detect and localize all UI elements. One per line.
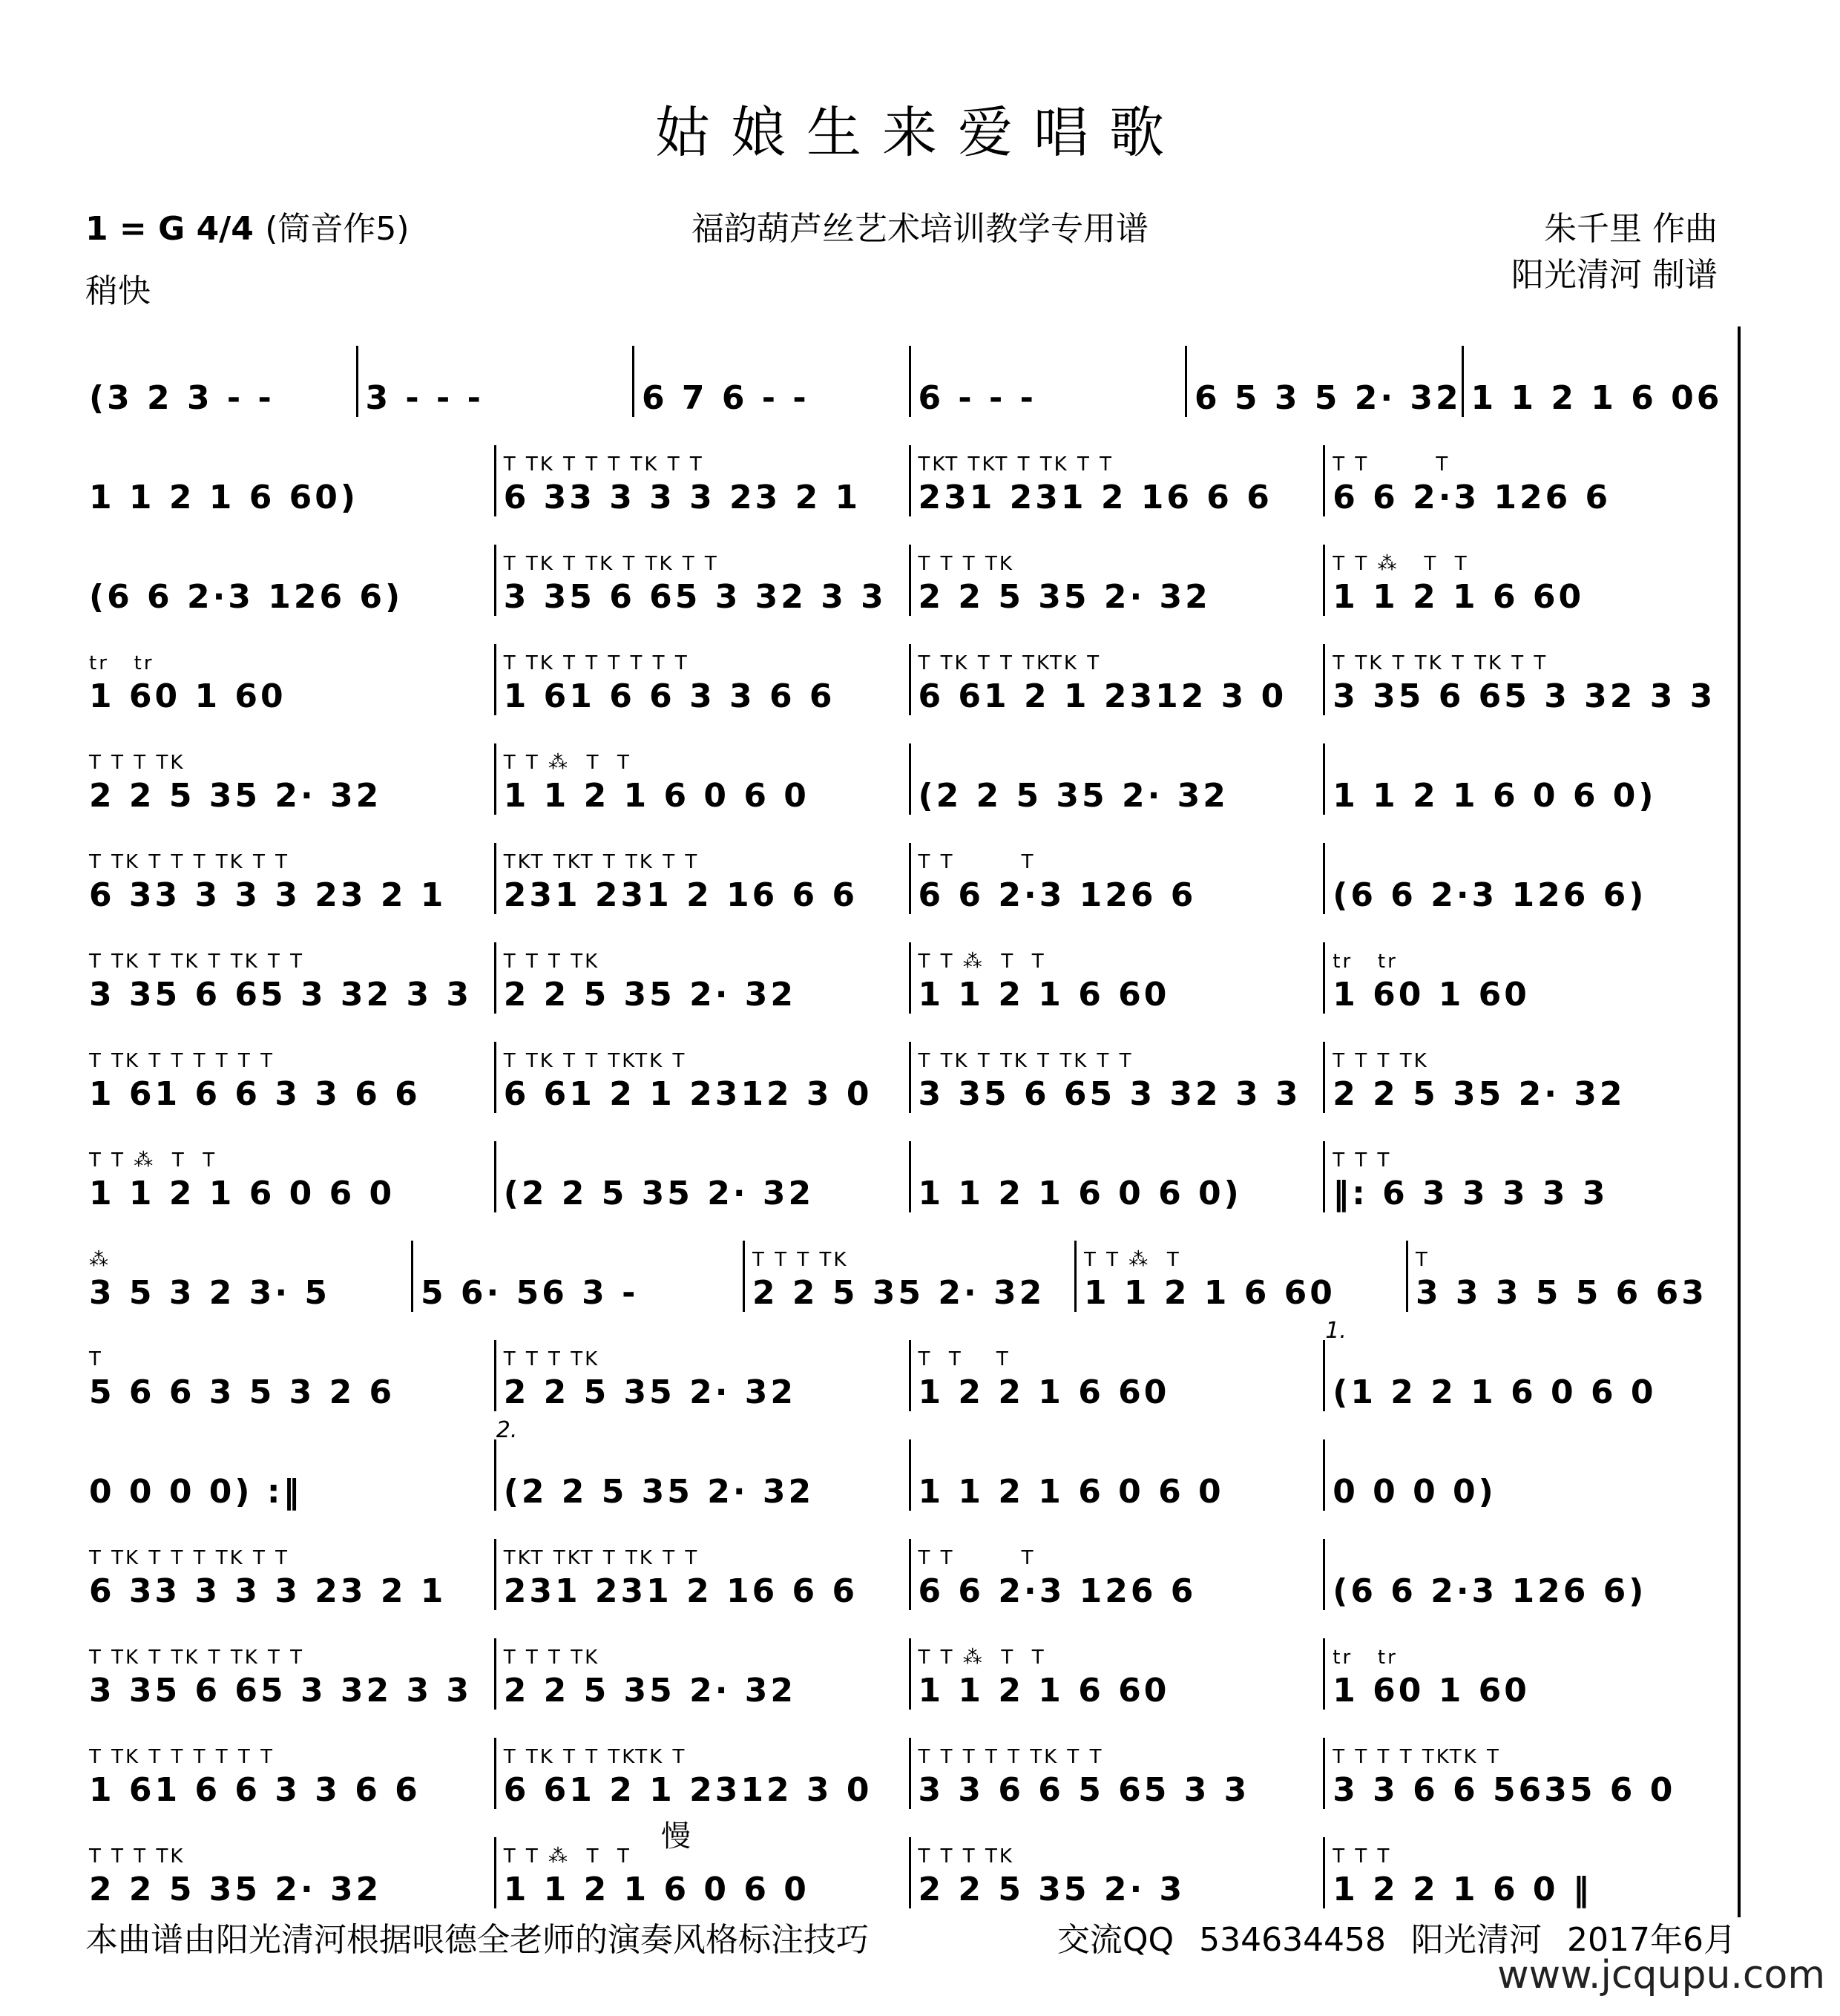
measure (82, 445, 496, 516)
notes: 3 3 6 6 5635 6 0 (1333, 1771, 1676, 1809)
measure (1325, 1837, 1738, 1908)
notes: 3 35 6 65 3 32 3 3 (503, 578, 887, 616)
notes: 3 35 6 65 3 32 3 3 (89, 976, 472, 1014)
measure (911, 1539, 1326, 1610)
measure (634, 346, 911, 417)
notes: 1 60 1 60 (89, 677, 286, 715)
technique-marks: T TK T TK T TK T T (503, 553, 719, 575)
technique-marks: T (89, 1348, 103, 1370)
measure (1408, 1241, 1738, 1312)
measure (1325, 1738, 1738, 1809)
notes: 2 2 5 35 2· 32 (918, 578, 1211, 616)
measure (82, 1141, 496, 1212)
notes: 2 2 5 35 2· 3 (918, 1871, 1186, 1908)
measure (82, 346, 358, 417)
tuning: (筒音作5) (265, 210, 410, 248)
technique-marks: T T T TK (89, 1845, 185, 1868)
technique-marks (421, 1249, 735, 1274)
notes: 6 - - - (918, 379, 1036, 417)
notes: 1 1 2 1 6 0 6 0 (89, 1175, 395, 1212)
score-line (82, 1520, 1741, 1619)
notes: 3 3 6 6 5 65 3 3 (918, 1771, 1250, 1809)
key: 1 = G (85, 210, 185, 248)
technique-marks: TKT TKT T TK T T (503, 851, 700, 873)
notes: 1 61 6 6 3 3 6 6 (89, 1075, 421, 1113)
notes: 2 2 5 35 2· 32 (1333, 1075, 1626, 1113)
notes: 3 35 6 65 3 32 3 3 (1333, 677, 1716, 715)
measure (358, 346, 635, 417)
measure (82, 942, 496, 1014)
measure (1325, 1141, 1738, 1212)
notes: 1 1 2 1 6 0 6 0 (918, 1473, 1224, 1511)
technique-marks: T TK T T TKTK T (503, 1746, 687, 1768)
technique-marks: T T T (1333, 1149, 1392, 1172)
measure (496, 1417, 911, 1511)
notes: (6 6 2·3 126 6) (1333, 1572, 1647, 1610)
technique-marks: TKT TKT T TK T T (918, 453, 1114, 476)
technique-marks: tr tr (1333, 1646, 1398, 1669)
measure (82, 1738, 496, 1809)
tempo-marking: 稍快 (85, 272, 151, 310)
measure (911, 843, 1326, 914)
score-line (82, 326, 1741, 426)
technique-marks: T T T TK (752, 1249, 849, 1271)
technique-marks: T T T T TKTK T (1333, 1746, 1501, 1768)
measure (911, 1340, 1326, 1411)
measure (1187, 346, 1464, 417)
measure (1325, 1318, 1738, 1411)
measure (911, 1439, 1326, 1511)
notes: 6 6 2·3 126 6 (918, 1572, 1197, 1610)
technique-marks: T T ⁂ T T (918, 950, 1046, 973)
score-line (82, 1022, 1741, 1122)
measure (745, 1241, 1077, 1312)
notes: (2 2 5 35 2· 32 (918, 777, 1229, 815)
technique-marks: T T ⁂ T T (1333, 553, 1469, 575)
technique-marks: T T T (918, 1547, 1036, 1569)
measure (1464, 346, 1738, 417)
technique-marks (89, 1448, 487, 1473)
technique-marks: T TK T T T TK T T (89, 851, 290, 873)
notes: 1 1 2 1 6 60) (89, 479, 359, 516)
notes: 1 1 2 1 6 60 (1084, 1274, 1335, 1312)
notes: 1 60 1 60 (1333, 976, 1530, 1014)
technique-marks (919, 1448, 1316, 1473)
measure (82, 1241, 413, 1312)
notes: 1 1 2 1 6 60 (1333, 578, 1585, 616)
measure (1325, 843, 1738, 914)
measure (82, 545, 496, 616)
measure (911, 743, 1326, 815)
measure (82, 1638, 496, 1710)
measure (911, 1042, 1326, 1113)
measure (1325, 1439, 1738, 1511)
measure (496, 1837, 911, 1908)
notes: 1 1 2 1 6 0 6 0) (1333, 777, 1657, 815)
technique-marks: ⁂ (89, 1249, 111, 1271)
notes: 2 2 5 35 2· 32 (503, 1373, 796, 1411)
technique-marks: T T ⁂ T T (918, 1646, 1046, 1669)
measure (82, 1539, 496, 1610)
notes: (3 2 3 - - (89, 379, 275, 417)
measure (496, 644, 911, 715)
technique-marks: tr tr (1333, 950, 1398, 973)
notes: 6 6 2·3 126 6 (918, 876, 1197, 914)
measure (911, 346, 1188, 417)
technique-marks: T TK T TK T TK T T (89, 1646, 305, 1669)
key-signature (85, 202, 410, 249)
technique-marks: T TK T T T TK T T (503, 453, 704, 476)
measure (1325, 545, 1738, 616)
score-line (82, 1619, 1741, 1718)
technique-marks (1333, 752, 1730, 777)
notes: 2 2 5 35 2· 32 (752, 1274, 1045, 1312)
measure (496, 1539, 911, 1610)
score-line (82, 1417, 1741, 1520)
score-line (82, 1318, 1741, 1420)
technique-marks: T TK T TK T TK T T (89, 950, 305, 973)
technique-marks: T T T TK (89, 752, 185, 774)
measure (911, 545, 1326, 616)
measure (1325, 445, 1738, 516)
technique-marks: T TK T T T T T T (89, 1746, 275, 1768)
notes: 6 33 3 3 3 23 2 1 (89, 876, 447, 914)
technique-marks: T T ⁂ T T (503, 752, 631, 774)
measure (1325, 644, 1738, 715)
score-line (82, 824, 1741, 923)
notes: (6 6 2·3 126 6) (89, 578, 404, 616)
measure (496, 1141, 911, 1212)
measure (413, 1241, 745, 1312)
technique-marks (642, 354, 901, 379)
measure (496, 1340, 911, 1411)
technique-marks (504, 1149, 901, 1175)
notes: 5 6· 56 3 - (421, 1274, 639, 1312)
notes: 3 35 6 65 3 32 3 3 (89, 1672, 472, 1710)
measure (82, 1439, 496, 1511)
notes: 6 7 6 - - (642, 379, 809, 417)
technique-marks (89, 553, 487, 578)
notes: 1 1 2 1 6 60 (918, 976, 1170, 1014)
notes: 2 2 5 35 2· 32 (503, 1672, 796, 1710)
technique-marks (366, 354, 625, 379)
measure (496, 843, 911, 914)
notes: 6 33 3 3 3 23 2 1 (503, 479, 861, 516)
technique-marks (89, 354, 349, 379)
measure (1077, 1241, 1408, 1312)
notes: 3 - - - (365, 379, 484, 417)
technique-marks: T T ⁂ T T (89, 1149, 217, 1172)
technique-marks: T TK T TK T TK T T (1333, 652, 1548, 674)
measure (496, 942, 911, 1014)
measure (1325, 942, 1738, 1014)
measure (1325, 1638, 1738, 1710)
technique-marks: T TK T T T T T T (503, 652, 689, 674)
technique-marks: T (1416, 1249, 1430, 1271)
technique-marks: TKT TKT T TK T T (503, 1547, 700, 1569)
score-line (82, 1122, 1741, 1221)
notes: 1 1 2 1 6 0 6 0 (503, 1871, 809, 1908)
measure (496, 1638, 911, 1710)
technique-marks (1333, 851, 1730, 876)
technique-marks: T TK T T T TK T T (89, 1547, 290, 1569)
technique-marks (1333, 1547, 1730, 1572)
notes: 6 6 2·3 126 6 (1333, 479, 1611, 516)
technique-marks (919, 1149, 1316, 1175)
measure (496, 545, 911, 616)
notes: (1 2 2 1 6 0 6 0 (1333, 1373, 1657, 1411)
measure (82, 743, 496, 815)
notes: 2 2 5 35 2· 32 (503, 976, 796, 1014)
notes: 1 2 2 1 6 60 (918, 1373, 1170, 1411)
score-line (82, 724, 1741, 824)
technique-marks (89, 453, 487, 479)
tempo-annotation: 慢 (661, 1819, 691, 1854)
notes: (2 2 5 35 2· 32 (503, 1473, 815, 1511)
measure (911, 1638, 1326, 1710)
score-line (82, 923, 1741, 1022)
notes: 1 1 2 1 6 60 (918, 1672, 1170, 1710)
score-line (82, 426, 1741, 525)
technique-marks: T T T (918, 851, 1036, 873)
measure (911, 1738, 1326, 1809)
technique-marks: T T T TK (503, 1348, 600, 1370)
technique-marks: T T T T T TK T T (918, 1746, 1104, 1768)
technique-marks: T TK T T TKTK T (918, 652, 1102, 674)
technique-marks: T T T (1333, 453, 1450, 476)
score-line (82, 1221, 1741, 1321)
notes: 1 1 2 1 6 06 (1471, 379, 1723, 417)
measure (1325, 1539, 1738, 1610)
footer-contact: 交流QQ 534634458 阳光清河 2017年6月 (1057, 1921, 1736, 1959)
technique-marks: T T T TK (1333, 1050, 1429, 1072)
notes: 3 35 6 65 3 32 3 3 (918, 1075, 1301, 1113)
arranger: 阳光清河 制谱 (1511, 256, 1718, 294)
notes: 6 5 3 5 2· 32 (1195, 379, 1462, 417)
volta-bracket: 2. (496, 1417, 518, 1443)
technique-marks (504, 1448, 901, 1473)
technique-marks: T T T TK (503, 950, 600, 973)
measure (496, 445, 911, 516)
technique-marks: T TK T TK T TK T T (918, 1050, 1134, 1072)
notes: 0 0 0 0) :‖ (89, 1473, 303, 1511)
notes: 3 3 3 5 5 6 63 (1416, 1274, 1707, 1312)
subtitle: 福韵葫芦丝艺术培训教学专用谱 (691, 210, 1149, 248)
site-watermark: www.jcqupu.com (1497, 1953, 1825, 1997)
technique-marks (919, 752, 1316, 777)
notes: 231 231 2 16 6 6 (918, 479, 1272, 516)
notes: 231 231 2 16 6 6 (503, 1572, 858, 1610)
notes: 1 61 6 6 3 3 6 6 (89, 1771, 421, 1809)
measure (82, 1837, 496, 1908)
measure (496, 1042, 911, 1113)
measure (82, 1042, 496, 1113)
score-line (82, 625, 1741, 724)
measure (82, 843, 496, 914)
measure (911, 1141, 1326, 1212)
measure (82, 644, 496, 715)
measure (496, 743, 911, 815)
notes: 1 60 1 60 (1333, 1672, 1530, 1710)
notes: 1 2 2 1 6 0 ‖ (1333, 1871, 1592, 1908)
notes: 231 231 2 16 6 6 (503, 876, 858, 914)
technique-marks: tr tr (89, 652, 154, 674)
notes: 3 5 3 2 3· 5 (89, 1274, 330, 1312)
measure (911, 445, 1326, 516)
technique-marks: T T ⁂ T T (503, 1845, 631, 1868)
technique-marks (1471, 354, 1731, 379)
score-body (82, 326, 1741, 1917)
technique-marks: T T T TK (918, 553, 1014, 575)
measure (911, 1837, 1326, 1908)
measure (82, 1340, 496, 1411)
footer-note: 本曲谱由阳光清河根据哏德全老师的演奏风格标注技巧 (85, 1921, 869, 1959)
technique-marks: T T T (1333, 1845, 1392, 1868)
volta-bracket: 1. (1325, 1318, 1347, 1344)
notes: ‖: 6 3 3 3 3 3 (1333, 1175, 1609, 1212)
measure (911, 644, 1326, 715)
measure (1325, 743, 1738, 815)
notes: 2 2 5 35 2· 32 (89, 777, 382, 815)
measure (496, 1738, 911, 1854)
score-line (82, 1718, 1741, 1854)
notes: 2 2 5 35 2· 32 (89, 1871, 382, 1908)
notes: 5 6 6 3 5 3 2 6 (89, 1373, 395, 1411)
technique-marks (919, 354, 1178, 379)
time-signature: 4/4 (196, 210, 254, 248)
notes: 0 0 0 0) (1333, 1473, 1496, 1511)
technique-marks (1333, 1348, 1730, 1373)
technique-marks: T T ⁂ T (1084, 1249, 1181, 1271)
technique-marks (1333, 1448, 1730, 1473)
score-line (82, 1818, 1741, 1917)
technique-marks: T TK T T T T T T (89, 1050, 275, 1072)
measure (911, 942, 1326, 1014)
notes: 6 61 2 1 2312 3 0 (503, 1075, 873, 1113)
technique-marks: T T T TK (918, 1845, 1014, 1868)
technique-marks (1195, 354, 1454, 379)
notes: (6 6 2·3 126 6) (1333, 876, 1647, 914)
notes: (2 2 5 35 2· 32 (503, 1175, 815, 1212)
technique-marks: T T T (918, 1348, 1011, 1370)
notes: 6 33 3 3 3 23 2 1 (89, 1572, 447, 1610)
measure (1325, 1042, 1738, 1113)
technique-marks: T T T TK (503, 1646, 600, 1669)
technique-marks: T TK T T TKTK T (503, 1050, 687, 1072)
composer: 朱千里 作曲 (1544, 210, 1718, 248)
notes: 6 61 2 1 2312 3 0 (918, 677, 1287, 715)
notes: 1 1 2 1 6 0 6 0) (918, 1175, 1242, 1212)
score-title: 姑娘生来爱唱歌 (655, 101, 1185, 165)
notes: 6 61 2 1 2312 3 0 (503, 1771, 873, 1809)
notes: 1 61 6 6 3 3 6 6 (503, 677, 835, 715)
score-line (82, 525, 1741, 625)
notes: 1 1 2 1 6 0 6 0 (503, 777, 809, 815)
